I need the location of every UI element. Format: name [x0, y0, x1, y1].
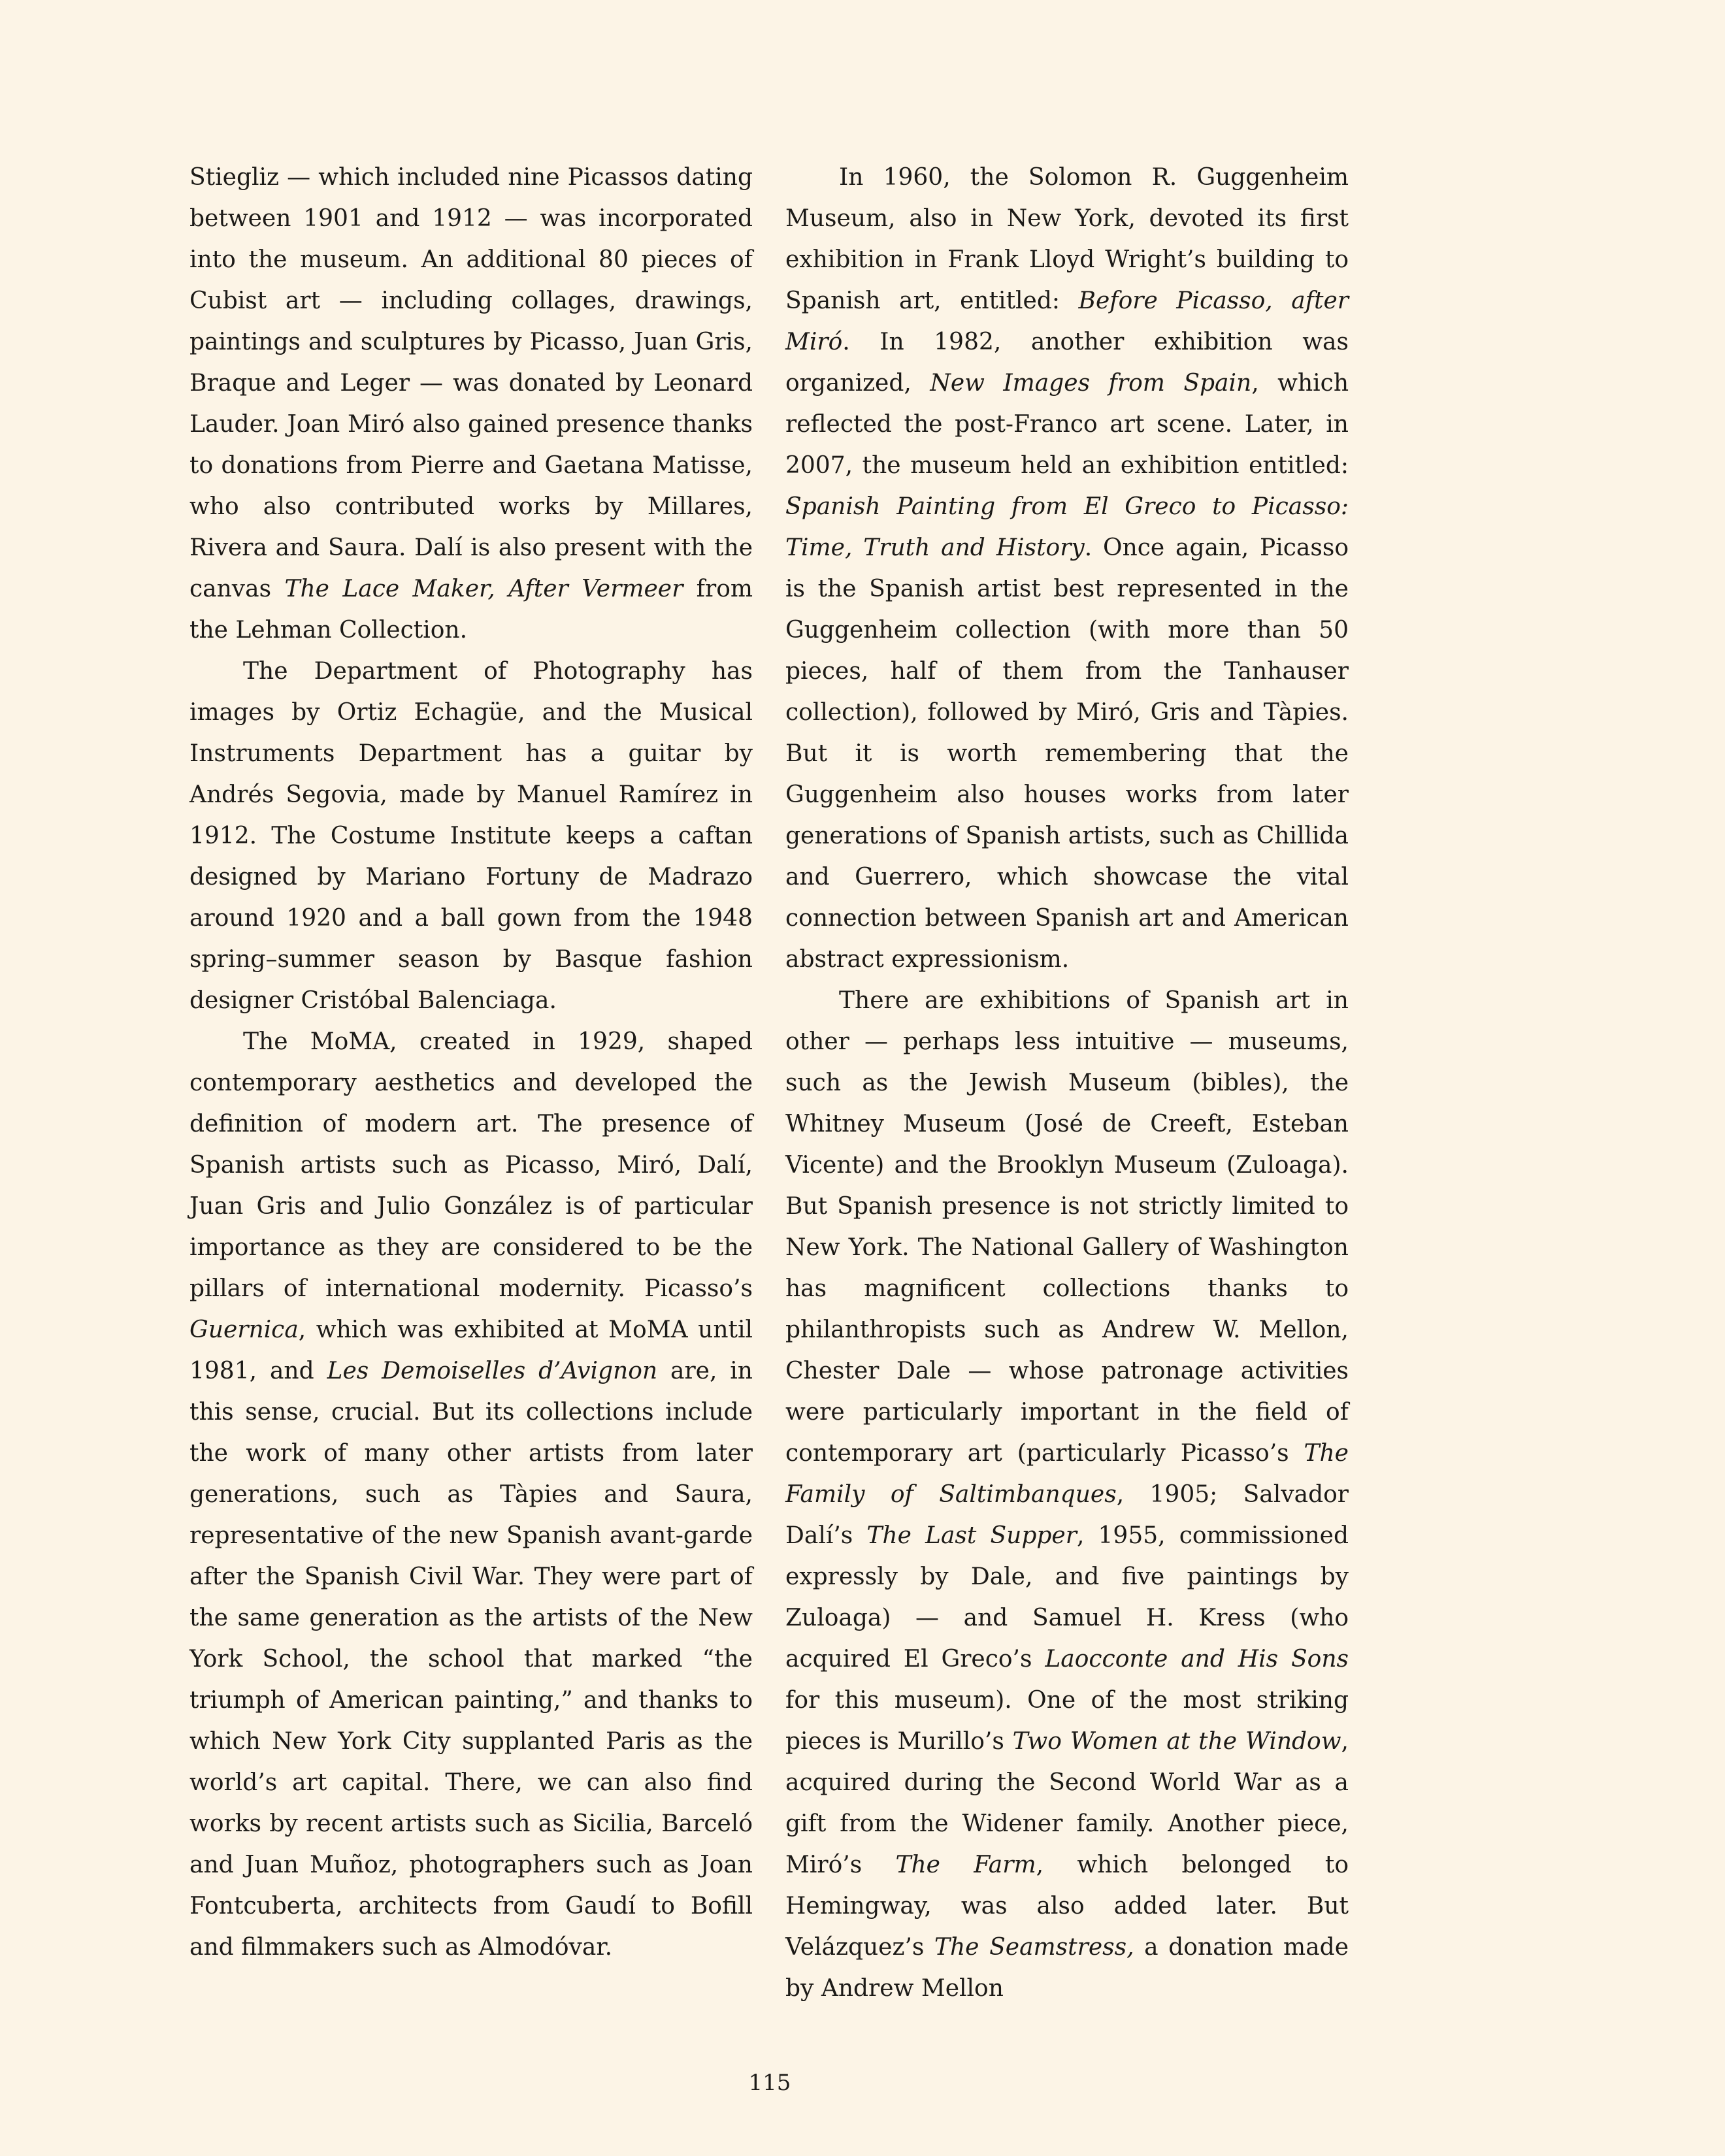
text-run: The MoMA, created in 1929, shaped contemporary aesthetics and developed the definition of modern art. The presence of Spanish artists such as Picasso, Miró, Dalí, Juan Gris and Julio González is of particular importance as they are considered to be the pillars of international modernity. Picasso’s: [189, 1028, 753, 1302]
page-number: 115: [748, 2070, 791, 2096]
artwork-title: Two Women at the Window: [1012, 1728, 1341, 1755]
text-run: The Department of Photography has images by Ortiz Echagüe, and the Musical Instruments Department has a guitar by Andrés Segovia, made by Manuel Ramírez in 1912. The Costume Institute keeps a caftan designed by Mariano Fortuny de Madrazo around 1920 and a ball gown from the 1948 spring–summer season by Basque fashion designer Cristóbal Balenciaga.: [189, 658, 753, 1014]
artwork-title: The Farm: [895, 1852, 1036, 1878]
text-run: a donation made by Andrew Mellon: [785, 1934, 1349, 2002]
text-run: for this museum). One of the most striking pieces is Murillo’s: [785, 1687, 1349, 1755]
right-paragraph-1: [785, 157, 1349, 980]
artwork-title: The Lace Maker, After Vermeer: [284, 576, 683, 602]
text-run: . In 1982, another exhibition was organized,: [785, 329, 1349, 397]
left-paragraph-2: [189, 651, 753, 1021]
text-run: , which reflected the post-Franco art scene. Later, in 2007, the museum held an exhibition entitled:: [785, 370, 1349, 479]
text-run: are, in this sense, crucial. But its collections include the work of many other artists from later generations, such as Tàpies and Saura, representative of the new Spanish avant-garde after the Spanish Civil War. They were part of the same generation as the artists of the New York School, the school that marked “the triumph of American painting,” and thanks to which New York City supplanted Paris as the world’s art capital. There, we can also find works by recent artists such as Sicilia, Barceló and Juan Muñoz, photographers such as Joan Fontcuberta, architects from Gaudí to Bofill and filmmakers such as Almodóvar.: [189, 1358, 753, 1961]
text-run: , 1955, commissioned expressly by Dale, and five paintings by Zuloaga) — and Samuel H. Kress (who acquired El Greco’s: [785, 1522, 1349, 1673]
exhibition-title: Before Picasso, after Miró: [785, 287, 1349, 355]
artwork-title: The Seamstress,: [934, 1934, 1134, 1961]
artwork-title: The Last Supper: [866, 1522, 1077, 1549]
artwork-title: The Family of Saltimbanques: [785, 1440, 1349, 1508]
left-paragraph-3: [189, 1021, 753, 1968]
right-column: [785, 157, 1349, 2009]
exhibition-title: Spanish Painting from El Greco to Picasso: Time, Truth and History: [785, 493, 1349, 561]
left-paragraph-1: [189, 157, 753, 651]
artwork-title: Laocconte and His Sons: [1045, 1646, 1349, 1673]
artwork-title: Guernica: [189, 1316, 299, 1343]
text-run: . Once again, Picasso is the Spanish artist best represented in the Guggenheim collection (with more than 50 pieces, half of them from the Tanhauser collection), followed by Miró, Gris and Tàpies. But it is worth remembering that the Guggenheim also houses works from later generations of Spanish artists, such as Chillida and Guerrero, which showcase the vital connection between Spanish art and American abstract expressionism.: [785, 534, 1349, 973]
text-run: , 1905; Salvador Dalí’s: [785, 1481, 1349, 1549]
text-run: , acquired during the Second World War as a gift from the Widener family. Another piece, Miró’s: [785, 1728, 1349, 1878]
artwork-title: Les Demoiselles d’Avignon: [327, 1358, 658, 1384]
right-paragraph-2: [785, 980, 1349, 2009]
text-run: , which was exhibited at MoMA until 1981, and: [189, 1316, 753, 1384]
exhibition-title: New Images from Spain: [930, 370, 1252, 397]
text-run: There are exhibitions of Spanish art in other — perhaps less intuitive — museums, such as the Jewish Museum (bibles), the Whitney Museum (José de Creeft, Esteban Vicente) and the Brooklyn Museum (Zuloaga). But Spanish presence is not strictly limited to New York. The National Gallery of Washington has magnificent collections thanks to philanthropists such as Andrew W. Mellon, Chester Dale — whose patronage activities were particularly important in the field of contemporary art (particularly Picasso’s: [785, 987, 1349, 1467]
left-column: [189, 157, 753, 1968]
text-run: In 1960, the Solomon R. Guggenheim Museum, also in New York, devoted its first exhibition in Frank Lloyd Wright’s building to Spanish art, entitled:: [785, 164, 1349, 314]
text-run: , which belonged to Hemingway, was also added later. But Velázquez’s: [785, 1852, 1349, 1961]
text-run: Stiegliz — which included nine Picassos dating between 1901 and 1912 — was incorporated into the museum. An additional 80 pieces of Cubist art — including collages, drawings, paintings and sculptures by Picasso, Juan Gris, Braque and Leger — was donated by Leonard Lauder. Joan Miró also gained presence thanks to donations from Pierre and Gaetana Matisse, who also contributed works by Millares, Rivera and Saura. Dalí is also present with the canvas: [189, 164, 753, 602]
text-run: from the Lehman Collection.: [189, 576, 753, 644]
